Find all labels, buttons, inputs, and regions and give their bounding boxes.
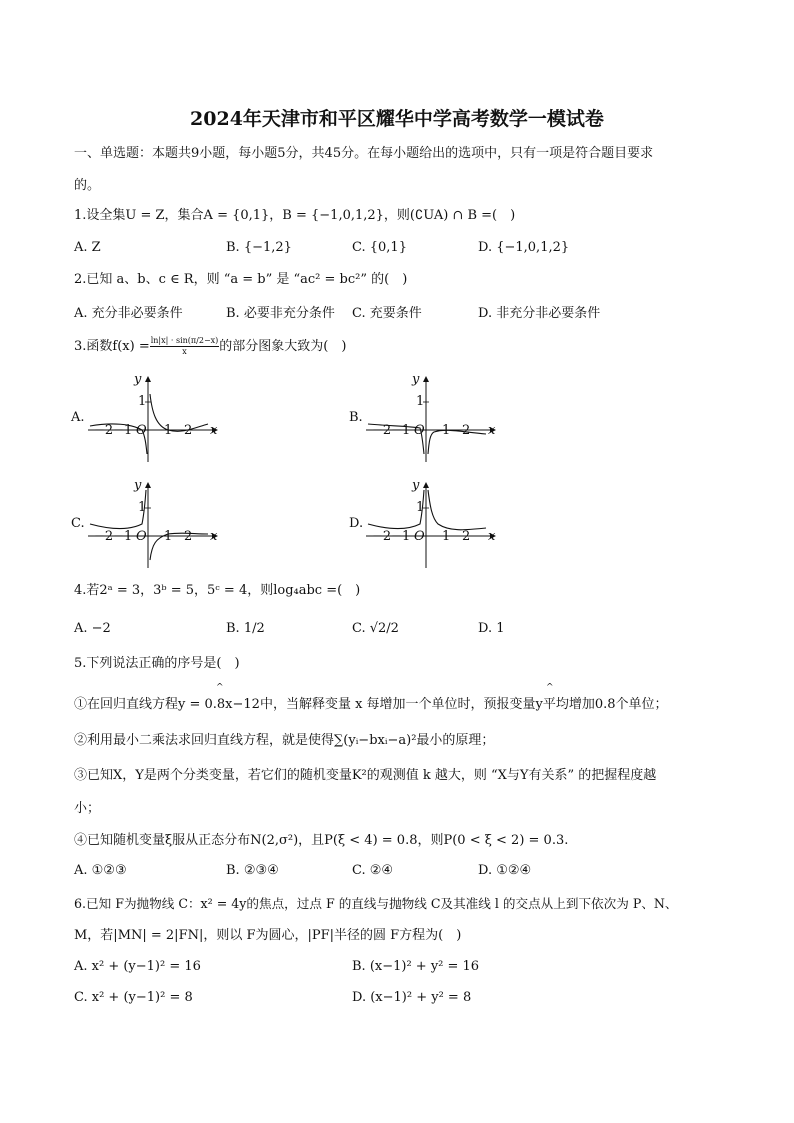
- q3-graph-b: [350, 372, 510, 464]
- q2-option-b: B. 必要非充分条件: [226, 306, 335, 321]
- q4-option-c: C. √2/2: [352, 621, 399, 636]
- q5-statement-2: ②利用最小二乘法求回归直线方程，就是使得∑(yᵢ−bxᵢ−a)²最小的原理；: [74, 733, 495, 748]
- q4-option-a: A. −2: [74, 621, 111, 636]
- q4-option-d: D. 1: [478, 621, 505, 636]
- x-tick-2-label: 2: [184, 529, 193, 544]
- q3-denominator: x: [182, 347, 187, 356]
- q3-graph-d: [350, 478, 510, 570]
- q3-numerator: ln|x| · sin(π/2−x): [150, 336, 219, 345]
- neg-tick-labels: −2−1: [94, 423, 133, 438]
- q5-statement-1: ①在回归直线方程y = 0.8x−12中，当解释变量 x 每增加一个单位时，预报变量y平均增加0.8个单位；: [74, 697, 668, 712]
- x-tick-1-label: 1: [164, 423, 173, 438]
- section-heading: 一、单选题：本题共9小题，每小题5分，共45分。在每小题给出的选项中，只有一项是符合题目要求: [74, 146, 654, 161]
- q6-option-b: B. (x−1)² + y² = 16: [352, 959, 480, 974]
- y-tick-label: 1: [416, 500, 425, 515]
- q6-option-c: C. x² + (y−1)² = 8: [74, 990, 193, 1005]
- q1-option-d: D. {−1,0,1,2}: [478, 240, 570, 255]
- q5-option-d: D. ①②④: [478, 863, 532, 878]
- neg-tick-labels: −2−1: [94, 529, 133, 544]
- y-axis-arrow: [145, 482, 151, 488]
- x-axis-label: x: [210, 423, 218, 438]
- graph-option-letter: C.: [71, 516, 85, 531]
- y-tick-label: 1: [138, 500, 147, 515]
- y-axis-label: y: [412, 372, 420, 387]
- origin-label: O: [414, 423, 425, 438]
- q2-option-d: D. 非充分非必要条件: [478, 306, 601, 321]
- question-1-stem: 1.设全集U = Z，集合A = {0,1}，B = {−1,0,1,2}，则(∁UA) ∩ B =( ): [74, 208, 516, 223]
- x-tick-2-label: 2: [462, 423, 471, 438]
- y-axis-label: y: [412, 478, 420, 493]
- section-heading-cont: 的。: [74, 178, 101, 193]
- x-tick-2-label: 2: [462, 529, 471, 544]
- x-tick-1-label: 1: [442, 529, 451, 544]
- graph-plot: [350, 478, 510, 570]
- q3-suffix: 的部分图象大致为( ): [219, 339, 347, 354]
- q5-option-a: A. ①②③: [74, 863, 127, 878]
- graph-option-letter: B.: [349, 410, 363, 425]
- x-tick-1-label: 1: [442, 423, 451, 438]
- graph-option-letter: D.: [349, 516, 364, 531]
- graph-plot: [350, 372, 510, 464]
- q5-option-b: B. ②③④: [226, 863, 279, 878]
- x-axis-label: x: [488, 529, 496, 544]
- q3-fraction: [150, 336, 220, 357]
- q5-statement-4: ④已知随机变量ξ服从正态分布N(2,σ²)，且P(ξ < 4) = 0.8，则P(0 < ξ < 2) = 0.3.: [74, 833, 569, 848]
- q3-graph-c: [72, 478, 232, 570]
- q4-option-b: B. 1/2: [226, 621, 265, 636]
- q6-option-d: D. (x−1)² + y² = 8: [352, 990, 472, 1005]
- q3-graph-a: [72, 372, 232, 464]
- question-6-stem-cont: M，若|MN| = 2|FN|，则以 F为圆心，|PF|半径的圆 F方程为( ): [74, 928, 462, 943]
- x-tick-1-label: 1: [164, 529, 173, 544]
- neg-tick-labels: −2−1: [372, 423, 411, 438]
- y-axis-arrow: [423, 482, 429, 488]
- question-2-stem: 2.已知 a、b、c ∈ R，则 “a = b” 是 “ac² = bc²” 的( ): [74, 272, 408, 287]
- function-curve: [90, 490, 208, 560]
- function-curve: [368, 490, 486, 530]
- origin-label: O: [136, 529, 147, 544]
- q6-option-a: A. x² + (y−1)² = 16: [74, 959, 201, 974]
- x-tick-2-label: 2: [184, 423, 193, 438]
- q2-option-a: A. 充分非必要条件: [74, 306, 183, 321]
- y-axis-arrow: [145, 376, 151, 382]
- y-tick-label: 1: [416, 394, 425, 409]
- page-title: 2024年天津市和平区耀华中学高考数学一模试卷: [190, 108, 604, 130]
- q3-prefix: 3.函数f(x) =: [74, 339, 150, 354]
- q2-option-c: C. 充要条件: [352, 306, 422, 321]
- question-6-stem: 6.已知 F为抛物线 C：x² = 4y的焦点，过点 F 的直线与抛物线 C及其准线 l 的交点从上到下依次为 P、N、: [74, 896, 678, 911]
- y-axis-label: y: [134, 478, 142, 493]
- origin-label: O: [414, 529, 425, 544]
- x-axis-label: x: [210, 529, 218, 544]
- y-axis-arrow: [423, 376, 429, 382]
- q5-statement-3-cont: 小；: [74, 801, 101, 816]
- neg-tick-labels: −2−1: [372, 529, 411, 544]
- q5-hat-y2: ^: [546, 683, 554, 693]
- q5-hat-y: ^: [216, 683, 224, 693]
- y-axis-label: y: [134, 372, 142, 387]
- graph-option-letter: A.: [71, 410, 85, 425]
- question-5-stem: 5.下列说法正确的序号是( ): [74, 656, 240, 671]
- question-4-stem: 4.若2ᵃ = 3，3ᵇ = 5，5ᶜ = 4，则log₄abc =( ): [74, 583, 361, 598]
- q5-statement-3: ③已知X，Y是两个分类变量，若它们的随机变量K²的观测值 k 越大，则 “X与Y有关系” 的把握程度越: [74, 768, 657, 783]
- x-axis-label: x: [488, 423, 496, 438]
- q1-option-a: A. Z: [74, 240, 101, 255]
- q1-option-c: C. {0,1}: [352, 240, 407, 255]
- q5-option-c: C. ②④: [352, 863, 394, 878]
- y-tick-label: 1: [138, 394, 147, 409]
- origin-label: O: [136, 423, 147, 438]
- graph-plot: [72, 478, 232, 570]
- q1-option-b: B. {−1,2}: [226, 240, 292, 255]
- graph-plot: [72, 372, 232, 464]
- question-3-stem: [74, 336, 346, 357]
